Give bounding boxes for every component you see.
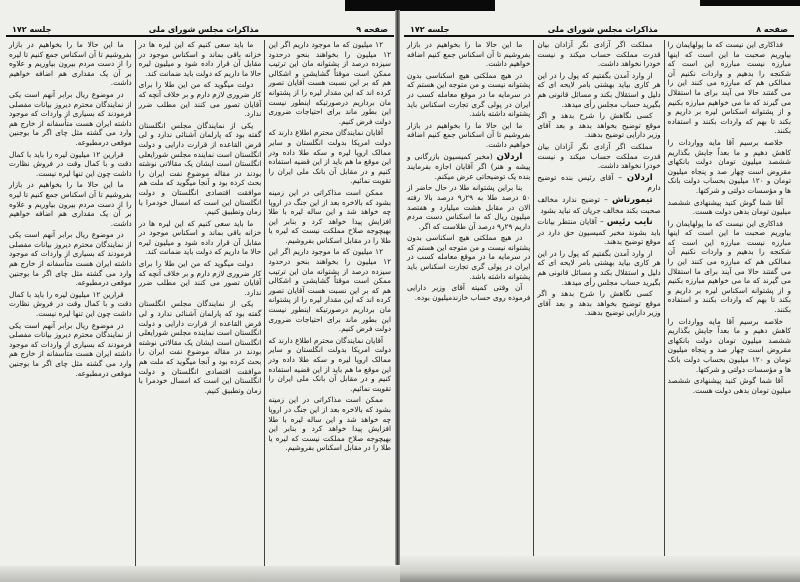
speech: توضیح ندارد مخالف صحبت بکند مخالف جریان که نباید بشود [537,194,661,215]
speech: آقای رئیس بنده توضیح دارم [537,172,661,193]
speaker-turn: اردلان – آقای رئیس بنده توضیح دارم [537,172,661,193]
paragraph: ار وارد آمدن بگفتیم که پول را در این هر کاری بیاید بهشتی بامر لایحه ای که دلیل و استقلال بکند و مسائل قانونی هم بگیرید حساب مجلس رأی میدهد. [537,248,661,287]
speaker-name: اردلان [626,172,653,183]
paragraph: مملکت اگر آزادی نگر آزادان بیان قدرت مملکت حساب میکند و نیست خودرا نخواهد داشت. [537,40,661,69]
paragraph: در هیچ مملکتی هیچ اسکناسی بدون پشتوانه نیست و من متوجه این هستم که در سرمایه ما در موقع معامله کسب در ایران در پولی گری تجارت اسکناس باید پشتوانه داشته باشد. [407,70,531,119]
paragraph: کسی نگاهش را شرح بدهد و اگر موقع توضیح بخواهد بدهد و بعد آقای وزیر دارایی توضیح بدهند. [537,289,661,318]
column-2 [533,40,663,559]
paragraph: در هیچ مملکتی هیچ اسکناسی بدون پشتوانه نیست و من متوجه این هستم که در سرمایه ما در موقع معامله کسب در ایران در پولی گری تجارت اسکناس باید پشتوانه داشته باشد. [407,233,531,281]
running-title: مذاکرات مجلس شورای ملی [547,25,658,34]
paragraph: خلاصه برسیم آقا مایه وواردات را کاهش دهیم و ما بعداً جایش بگذاریم ششصد میلیون تومان دولت بانکهای مقروض است چهار صد و پنجاه میلیون تومان و ۱۲۰ میلیون بحساب دولت بانک ها و مؤسسات دولتی و شرکتها. [667,316,791,374]
paragraph: دولت میگوید که من این طلا را برای کار ضروری لازم دارم و بر خلاف آنچه که آقایان تصور می کنند این مطلب ضرر ندارد. [138,259,262,297]
page-number: صفحه ۸ [756,25,788,34]
binding-shadow-right [700,0,800,6]
paragraph: ما این حالا ما را بخواهیم در بازار بفروشیم تا آن اسکناس جمع کنیم تا لیره را از دست مردم بیرون بیاوریم و علاوه بر آن یک مقداری هم اضافه خواهیم داشت. [8,40,132,88]
page-9 [6,22,394,572]
paragraph: آقایان نمایندگان محترم اطلاع دارند که دولت امریکا بدولت انگلستان و سایر ممالک اروپا لیره و سکه طلا داده ودر این موقع ما هم باید از این قضیه استفاده کنیم و در مقابل آن بانک ملی ایران را تقویت نمائیم. [268,128,391,186]
paragraph: آقا شما گوش کنید پیشنهادی ششصد میلیون تومان بدهی دولت هست. [667,376,791,395]
paragraph: ما این حالا ما را بخواهیم در بازار بفروشیم تا آن اسکناس جمع کنیم اضافه خواهیم داشت. [407,40,531,69]
speech: آقایان منتظر بیانات باید بشوند مخبر کمیسیون حق دارد در موقع توضیح بدهند. [537,217,661,247]
binding-shadow [345,0,495,11]
page-bottom-edge [0,566,400,582]
book-spine [395,10,400,565]
paragraph: آقا شما گوش کنید پیشنهادی ششصد میلیون تومان بدهی دولت هست. [667,197,791,217]
paragraph: ما این حالا ما را بخواهیم در بازار بفروشیم تا آن اسکناس جمع کنیم تا لیره را از دست مردم بیرون بیاوریم و علاوه بر آن یک مقداری هم اضافه خواهیم داشت. [8,180,132,228]
paragraph: کسی نگاهش را شرح بدهد و اگر موقع توضیح بخواهد بدهد و بعد آقای وزیر دارایی توضیح بدهند. [537,111,661,140]
paragraph: بنا براین پشتوانه طلا در حال حاضر از ۵۰ درصد طلا به ۲۹ر۹ درصد بالا رفته الان در مقابل هشت میلیارد و هفتصد میلیون ریال که ما اسکناس دست مردم داریم ۲۹ر۹ درصد آن طلاست که اگر. [407,183,531,231]
page-8 [404,22,794,557]
paragraph: مملکت اگر آزادی نگر آزادان بیان قدرت مملکت حساب میکند و نیست خودرا نخواهد داشت. [537,141,661,171]
speaker-turn: نایب رئیس – آقایان منتظر بیانات باید بشوند مخبر کمیسیون حق دارد در موقع توضیح بدهند. [537,217,661,247]
paragraph: ۱۲ میلیون که ما موجود داریم اگر این ۱۲ میلیون را بخواهند بنحو درحدود سیزده درصد از پشتوانه مان این ترتیب ممکن است موقتاً گشایشی و اشکالی هم که بر این نسبت هست آقایان تصور کرده اند که این مقدار لیره را از پشتوانه مان برداریم درصورتیکه اینطور نیست این بطور ماند برای احتیاجات ضروری دولت فرض کنیم. [268,40,391,126]
paragraph: ممکن است مذاکراتی در این زمینه بشود که بالاخره بعد از این جنگ در اروپا چه خواهد شد و این ساله لیره با طلا افزایش پیدا خواهد کرد و بنابر این بهیچوجه صلاح مملکت نیست که لیره یا طلا را در مقابل اسکناس بفروشیم. [268,187,391,245]
column-3 [404,40,533,559]
speaker-name: اردلان [496,151,523,162]
text-columns [404,40,794,559]
paragraph: ار وارد آمدن بگفتیم که پول را در این هر کاری بیاید بهشتی بامر لایحه ای که دلیل و استقلال بکند و مسائل قانونی هم بگیرید حساب مجلس رأی میدهد. [537,70,661,109]
paragraph: یکی از نمایندگان مجلس انگلستان گفته بود که پارلمان آشنائی ندارد و لی قرض القاعده از قرارت دارایی و دولت انگلستان است نماینده مجلس شورایعلی انگلستان است ایشان یک مقالاتی نوشته بودند در مقاله موضوع نفت ایران را بحث کرده بود و آنجا میگوید که ملت هم موافقت اقتصادی انگلستان و دولت انگلستان این است که امسال خودمرا با زمان وتطبیق کنیم. [138,120,262,217]
column-3 [6,40,135,574]
paragraph: آقایان نمایندگان محترم اطلاع دارند که دولت امریکا بدولت انگلستان و سایر ممالک اروپا لیره و سکه طلا داده ودر این موقع ما هم باید از این قضیه استفاده کنیم و در مقابل آن بانک ملی ایران را تقویت نمائیم. [268,335,391,393]
session-number: جلسه ۱۷۲ [12,25,52,34]
paragraph: دولت میگوید که من این طلا را برای کار ضروری لازم دارم و بر خلاف آنچه که آقایان تصور می کنند این مطلب ضرر ندارد. [138,80,262,119]
page-number: صفحه ۹ [356,25,388,34]
paragraph: در موضوع ریال برابر آنهم است یکی از نمایندگان محترم دیروز بیانات مفصلی فرمودند که بسیاری از واردات که موجود داشته ایران هست متأسفانه از خارج هم وارد می گشته مثل چای اگر ما بوجنین موقعی درمطبوعه. [8,230,132,288]
paragraph: در موضوع ریال برابر آنهم است یکی از نمایندگان محترم دیروز بیانات مفصلی فرمودند که بسیاری از واردات که موجود داشته ایران هست متأسفانه از خارج هم وارد می گشته مثل چای اگر ما بوجنین موقعی درمطبوعه. [8,89,132,147]
session-number: جلسه ۱۷۲ [410,25,450,34]
paragraph: ما باید سعی کنیم که این لیره ها در خزانه باقی بماند و اسکناس موجود در مقابل آن قرار داده شود و میلیون لیره حالا ما داریم که دولت باید ضمانت کند. [138,218,262,257]
paragraph: فداکاری این نیست که ما پولهایمان را بیاوریم صحبت ما این است که اینها مبارزه نیست مبارزه این است که شکنجه را بدهیم و واردات نکنیم آن ممالکی هم که مبارزه می کنند این را می گفتند حالا می آیند برای ما استقلال می گیرند که ما می خواهیم مبارزه بکنیم و از پشتوانه اسکناس لیره بر داریم و بکند تا بهم که واردات بکنند و استفاده بکنند. [667,218,791,315]
paragraph: در موضوع ریال برابر آنهم است یکی از نمایندگان محترم دیروز بیانات مفصلی فرمودند که بسیاری از واردات که موجود داشته ایران هست متأسفانه از خارج هم وارد می گشته مثل چای اگر ما بوجنین موقعی درمطبوعه. [8,320,132,378]
page-header [6,22,394,37]
column-1 [664,40,794,559]
page-header [404,22,794,37]
speaker-turn [407,152,530,182]
column-1 [264,40,394,574]
paragraph: ما باید سعی کنیم که این لیره ها در خزانه باقی بماند و اسکناس موجود در مقابل آن قرار داده شود و میلیون لیره حالا ما داریم که دولت باید ضمانت کند. [138,40,262,78]
page-bottom-edge-right [400,556,800,582]
paragraph: آن وقتی کمیته آقای وزیر دارایی فرموده روی حساب خازندمیلیون بوده. [407,283,531,302]
running-title: مذاکرات مجلس شورای ملی [148,25,259,34]
column-2 [135,40,265,574]
paragraph: یکی از نمایندگان مجلس انگلستان گفته بود که پارلمان آشنائی ندارد و لی قرض القاعده از قرارت دارایی و دولت انگلستان است نماینده مجلس شورایعلی انگلستان است ایشان یک مقالاتی نوشته بودند در مقاله موضوع نفت ایران را بحث کرده بود و آنجا میگوید که ملت هم موافقت اقتصادی انگلستان و دولت انگلستان این است که امسال خودمرا با زمان وتطبیق کنیم. [138,299,262,395]
paragraph: قرارین ۱۲ میلیون لیره را باید با کمال دقت و با کمال وقت در فروش نظارت داشت چون این تنها لیره نیست. [8,289,132,319]
speech: (مخبر کمیسیون بازرگانی و پیشه و هنر) اگر آقایان اجازه بفرمایند بنده یک توضیحاتی عرض میکنم. [407,151,531,181]
paragraph: ۱۲ میلیون که ما موجود داریم اگر این ۱۲ میلیون را بخواهند بنحو درحدود سیزده درصد از پشتوانه مان این ترتیب ممکن است موقتاً گشایشی و اشکالی هم که بر این نسبت هست آقایان تصور کرده اند که این مقدار لیره را از پشتوانه مان برداریم درصورتیکه اینطور نیست این بطور ماند برای احتیاجات ضروری دولت فرض کنیم. [268,247,391,334]
paragraph: ممکن است مذاکراتی در این زمینه بشود که بالاخره بعد از این جنگ در اروپا چه خواهد شد و این ساله لیره با طلا افزایش پیدا خواهد کرد و بنابر این بهیچوجه صلاح مملکت نیست که لیره یا طلا را در مقابل اسکناس بفروشیم. [268,395,391,453]
text-columns [6,40,394,574]
paragraph: قرارین ۱۲ میلیون لیره را باید با کمال دقت و با کمال وقت در فروش نظارت داشت چون این تنها لیره نیست. [8,149,132,178]
speaker-turn: تیمورتاش – توضیح ندارد مخالف صحبت بکند مخالف جریان که نباید بشود [537,194,661,215]
paragraph: ما این حالا ما را بخواهیم در بازار بفروشیم تا آن اسکناس جمع کنیم اضافه خواهیم داشت. [407,120,531,149]
paragraph: فداکاری این نیست که ما پولهایمان را بیاوریم صحبت ما این است که اینها مبارزه نیست مبارزه این است که شکنجه را بدهیم و واردات نکنیم آن ممالکی هم که مبارزه می کنند این را می گفتند حالا می آیند برای ما استقلال می گیرند که ما می خواهیم مبارزه بکنیم و از پشتوانه اسکناس لیره بر داریم و بکند تا بهم که واردات بکنند و استفاده بکنند. [667,40,791,136]
speaker-name: نایب رئیس [606,217,653,228]
speaker-name: تیمورتاش [611,194,653,205]
paragraph: خلاصه برسیم آقا مایه وواردات را کاهش دهیم و ما بعداً جایش بگذاریم ششصد میلیون تومان دولت بانکهای مقروض است چهار صد و پنجاه میلیون تومان و ۱۲۰ میلیون بحساب دولت بانک ها و مؤسسات دولتی و شرکتها. [667,137,791,195]
